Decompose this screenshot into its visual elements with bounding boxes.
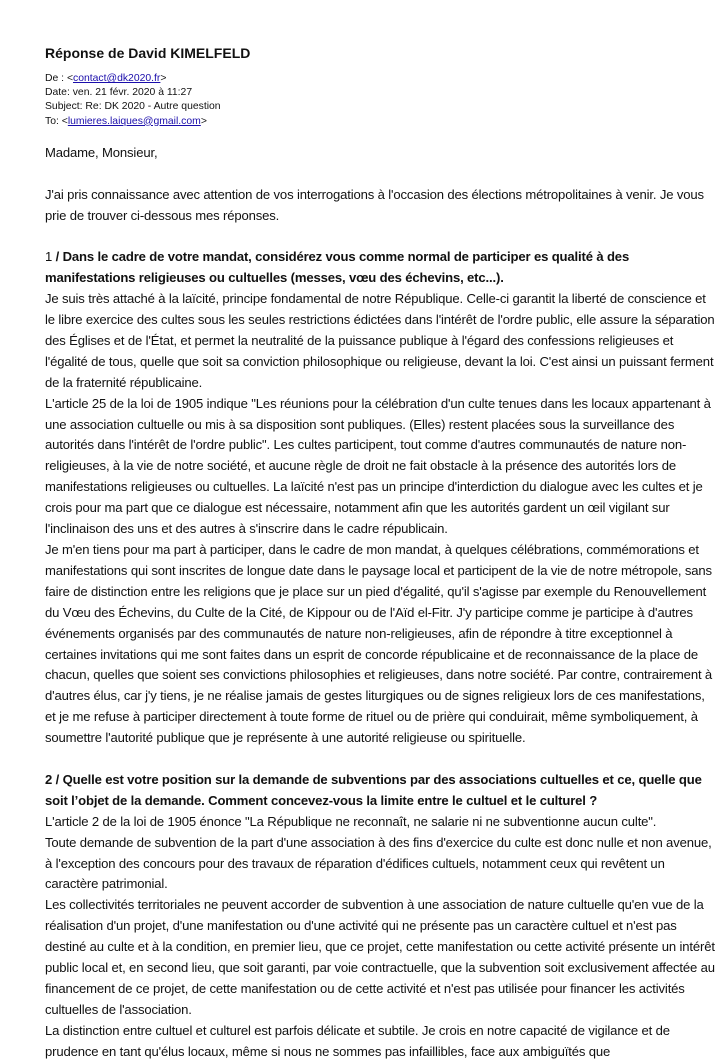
question-2-heading xyxy=(45,770,717,812)
salutation: Madame, Monsieur, xyxy=(45,144,158,160)
question-2-number: 2 xyxy=(45,771,53,787)
answer-2-paragraph: Les collectivités territoriales ne peuvent accorder de subvention à une association de nature cultuelle qu'en vue de la réalisation d'un projet, d'une manifestation ou d'une activité qui ne présente pas un caractère cultuel et n'est pas destiné au culte et à la condition, en premier lieu, que ce projet, cette manifestation ou cette activité présente un intérêt public local et, en second lieu, que soit garanti, par voie contractuelle, que la subvention soit exclusivement affectée au financement de ce projet, de cette manifestation ou de cette activité et n'est pas utilisée pour financer les activités cultuelles de l'association. xyxy=(45,897,715,1017)
from-email-link[interactable]: contact@dk2020.fr xyxy=(73,73,161,84)
document-title: Réponse de David KIMELFELD xyxy=(45,45,251,61)
answer-1-paragraph: Je m'en tiens pour ma part à participer, dans le cadre de mon mandat, à quelques célébrations, commémorations et manifestations qui sont inscrites de longue date dans le paysage local et participent de la vie de notre métropole, sans faire de distinction entre les religions que je place sur un pied d'égalité, qu'il s'agisse par exemple du Renouvellement du Vœu des Échevins, du Culte de la Cité, de Kippour ou de l'Aïd el-Fitr. J'y participe comme je participe à d'autres événements organisés par des communautés de nature non-religieuses, afin de répondre à titre exceptionnel à certaines invitations qui me sont faites dans un esprit de concorde républicaine et de reconnaissance de la place de chacun, quelles que soient ses convictions philosophies et religieuses, dans notre société. Par contre, contrairement à d'autres élus, car j'y tiens, je ne réalise jamais de gestes liturgiques ou de signes religieux lors de ces manifestations, et je me refuse à participer directement à toute forme de rituel ou de prière qui conduirait, même symboliquement, à soumettre l'autorité publique que je représente à une autorité religieuse ou spirituelle. xyxy=(45,542,713,746)
intro-paragraph: J'ai pris connaissance avec attention de vos interrogations à l'occasion des élections métropolitaines à venir. Je vous prie de trouver ci-dessous mes réponses. xyxy=(45,186,704,223)
question-2-text: / Quelle est votre position sur la demande de subventions par des associations cultuelles et ce, quelle que soit l’objet de la demande. Comment concevez-vous la limite entre le cultuel et le culturel ? xyxy=(45,771,702,808)
email-date: Date: ven. 21 févr. 2020 à 11:27 xyxy=(45,87,193,99)
email-subject: Subject: Re: DK 2020 - Autre question xyxy=(45,101,221,113)
email-to xyxy=(45,115,717,129)
from-suffix: > xyxy=(160,73,167,84)
answer-2-paragraph: La distinction entre cultuel et culturel est parfois délicate et subtile. Je crois en notre capacité de vigilance et de prudence en tant qu'élus locaux, même si nous ne sommes pas infaillibles, face aux ambiguïtés que xyxy=(45,1022,670,1059)
question-1-heading xyxy=(45,247,717,289)
to-label: To: < xyxy=(45,115,68,127)
to-suffix: > xyxy=(200,115,207,127)
question-1-number: 1 xyxy=(45,249,53,265)
email-from xyxy=(45,72,717,86)
from-label: De : < xyxy=(45,73,74,84)
answer-1-paragraph: Je suis très attaché à la laïcité, principe fondamental de notre République. Celle-ci garantit la liberté de conscience et le libre exercice des cultes sous les seules restrictions édictées dans l'intérêt de l'ordre public, elle assure la séparation des Églises et de l'État, et permet la neutralité de la puissance publique à l'égard des confessions religieuses et l'égalité de tous, quelle que soit sa conviction philosophique ou religieuse, devant la loi. C'est ainsi un puissant ferment de la fraternité républicaine. xyxy=(45,291,715,390)
question-1-text: / Dans le cadre de votre mandat, considérez vous comme normal de participer es qualité à des manifestations religieuses ou cultuelles (messes, vœu des échevins, etc...). xyxy=(45,249,630,286)
answer-1-paragraph: L'article 25 de la loi de 1905 indique "Les réunions pour la célébration d'un culte tenues dans les locaux appartenant à une association cultuelle ou mis à sa disposition sont publiques. (Elles) restent placées sous la surveillance des autorités dans l'intérêt de l'ordre public". Les cultes participent, tout comme d'autres communautés de nature non-religieuses, à la vie de notre société, et aucune règle de droit ne fait obstacle à la présence des autorités lors de manifestations religieuses ou cultuelles. La laïcité n'est pas un principe d'interdiction du dialogue avec les cultes et je crois pour ma part que ce dialogue est nécessaire, notamment afin que les autorités gardent un œil vigilant sur l'inclinaison des uns et des autres à s'inscrire dans le cadre républicain. xyxy=(45,395,711,537)
document-page xyxy=(45,44,717,1063)
to-email-link[interactable]: lumieres.laiques@gmail.com xyxy=(67,115,201,127)
answer-2-paragraph: L'article 2 de la loi de 1905 énonce "La République ne reconnaît, ne salarie ni ne subventionne aucun culte". xyxy=(45,813,657,829)
answer-2-paragraph: Toute demande de subvention de la part d'une association à des fins d'exercice du culte est donc nulle et non avenue, à l'exception des concours pour des travaux de réparation d'édifices cultuels, notamment ceux qui revêtent un caractère patrimonial. xyxy=(45,834,712,892)
email-header xyxy=(45,72,717,129)
